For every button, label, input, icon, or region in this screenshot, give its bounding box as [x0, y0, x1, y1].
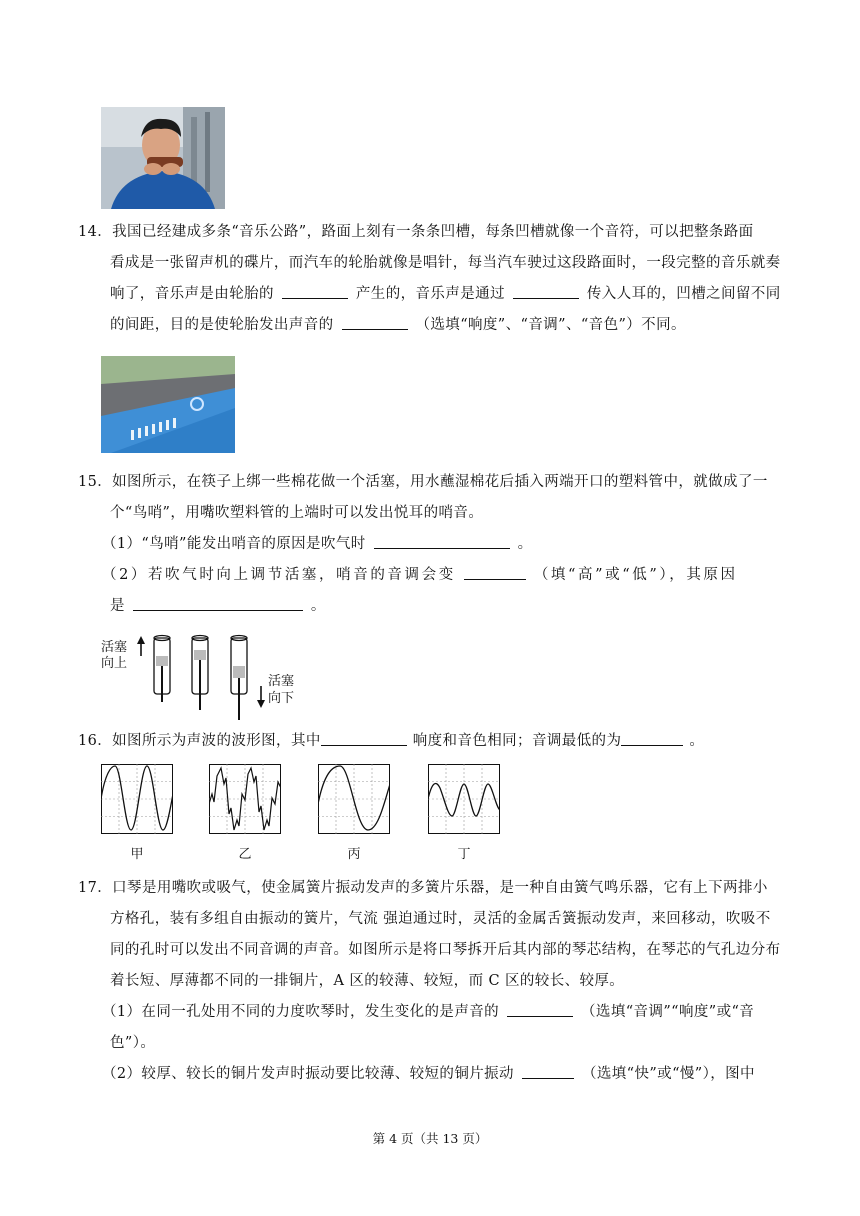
q16-blank-1[interactable] — [321, 731, 407, 746]
q17-line-3: 同的孔时可以发出不同音调的声音。如图所示是将口琴拆开后其内部的琴芯结构，在琴芯的气孔边分布 — [110, 942, 781, 958]
label-piston-up-1: 活塞 — [101, 640, 128, 655]
q17-sub1-cont: 色”）。 — [110, 1035, 156, 1051]
label-piston-down-2: 向下 — [268, 691, 295, 706]
music-road-photo — [101, 356, 235, 453]
waveform-label-ding: 丁 — [457, 847, 471, 862]
q15-sub2-cont: 是 。 — [110, 598, 326, 614]
q14-line-1: 14．我国已经建成多条“音乐公路”，路面上刻有一条条凹槽，每条凹槽就像一个音符，可以把整条路面 — [78, 224, 754, 240]
q14-blank-2[interactable] — [513, 284, 579, 299]
waveform-label-bing: 丙 — [347, 847, 361, 862]
q17-line-4: 着长短、厚薄都不同的一排铜片，A 区的较薄、较短，而 C 区的较长、较厚。 — [110, 973, 625, 989]
waveform-yi — [209, 764, 281, 834]
bird-whistle-figure — [101, 630, 305, 722]
label-piston-up-2: 向上 — [101, 656, 128, 671]
q16-blank-2[interactable] — [621, 731, 683, 746]
question-16 — [78, 726, 778, 757]
page-footer: 第 4 页（共 13 页） — [372, 1131, 488, 1146]
question-15 — [78, 467, 778, 622]
q17-blank-2[interactable] — [522, 1064, 574, 1079]
q15-blank-3[interactable] — [133, 596, 303, 611]
flute-player-photo — [101, 107, 225, 209]
waveform-label-jia: 甲 — [130, 847, 144, 862]
q15-line-2: 个“鸟哨”，用嘴吹塑料管的上端时可以发出悦耳的哨音。 — [110, 505, 484, 521]
q15-sub2: （2）若吹气时向上调节活塞，哨音的音调会变 （填“高”或“低”），其原因 — [102, 567, 738, 583]
waveform-label-yi: 乙 — [238, 847, 252, 862]
q14-line-2: 看成是一张留声机的碟片，而汽车的轮胎就像是唱针，每当汽车驶过这段路面时，一段完整的音乐就奏 — [110, 255, 781, 271]
waveform-jia — [101, 764, 173, 834]
q16-line: 16．如图所示为声波的波形图，其中 响度和音色相同；音调最低的为 。 — [78, 733, 705, 749]
question-17 — [78, 873, 781, 1090]
q17-sub2: （2）较厚、较长的铜片发声时振动要比较薄、较短的铜片振动 （选填“快”或“慢”），图中 — [102, 1066, 755, 1082]
waveform-bing — [318, 764, 390, 834]
q14-line-4: 的间距，目的是使轮胎发出声音的 （选填“响度”、“音调”、“音色”）不同。 — [110, 317, 686, 333]
q17-line-2: 方格孔，装有多组自由振动的簧片，气流 强迫通过时，灵活的金属舌簧振动发声，来回移动，吹吸不 — [110, 911, 771, 927]
q17-line-1: 17．口琴是用嘴吹或吸气，使金属簧片振动发声的多簧片乐器，是一种自由簧气鸣乐器，它有上下两排小 — [78, 880, 768, 896]
q14-blank-1[interactable] — [282, 284, 348, 299]
q15-blank-1[interactable] — [374, 534, 510, 549]
question-14 — [78, 217, 781, 341]
q15-line-1: 15．如图所示，在筷子上绑一些棉花做一个活塞，用水蘸湿棉花后插入两端开口的塑料管中，就做成了一 — [78, 474, 768, 490]
q14-line-3: 响了，音乐声是由轮胎的 产生的，音乐声是通过 传入人耳的，凹槽之间留不同 — [110, 286, 781, 302]
q14-blank-3[interactable] — [342, 315, 408, 330]
label-piston-down-1: 活塞 — [268, 674, 295, 689]
q15-blank-2[interactable] — [464, 565, 526, 580]
q15-sub1: （1）“鸟哨”能发出哨音的原因是吹气时 。 — [102, 536, 533, 552]
waveform-ding — [428, 764, 500, 834]
q17-sub1: （1）在同一孔处用不同的力度吹琴时，发生变化的是声音的 （选填“音调”“响度”或“音 — [102, 1004, 755, 1020]
q17-blank-1[interactable] — [507, 1002, 573, 1017]
